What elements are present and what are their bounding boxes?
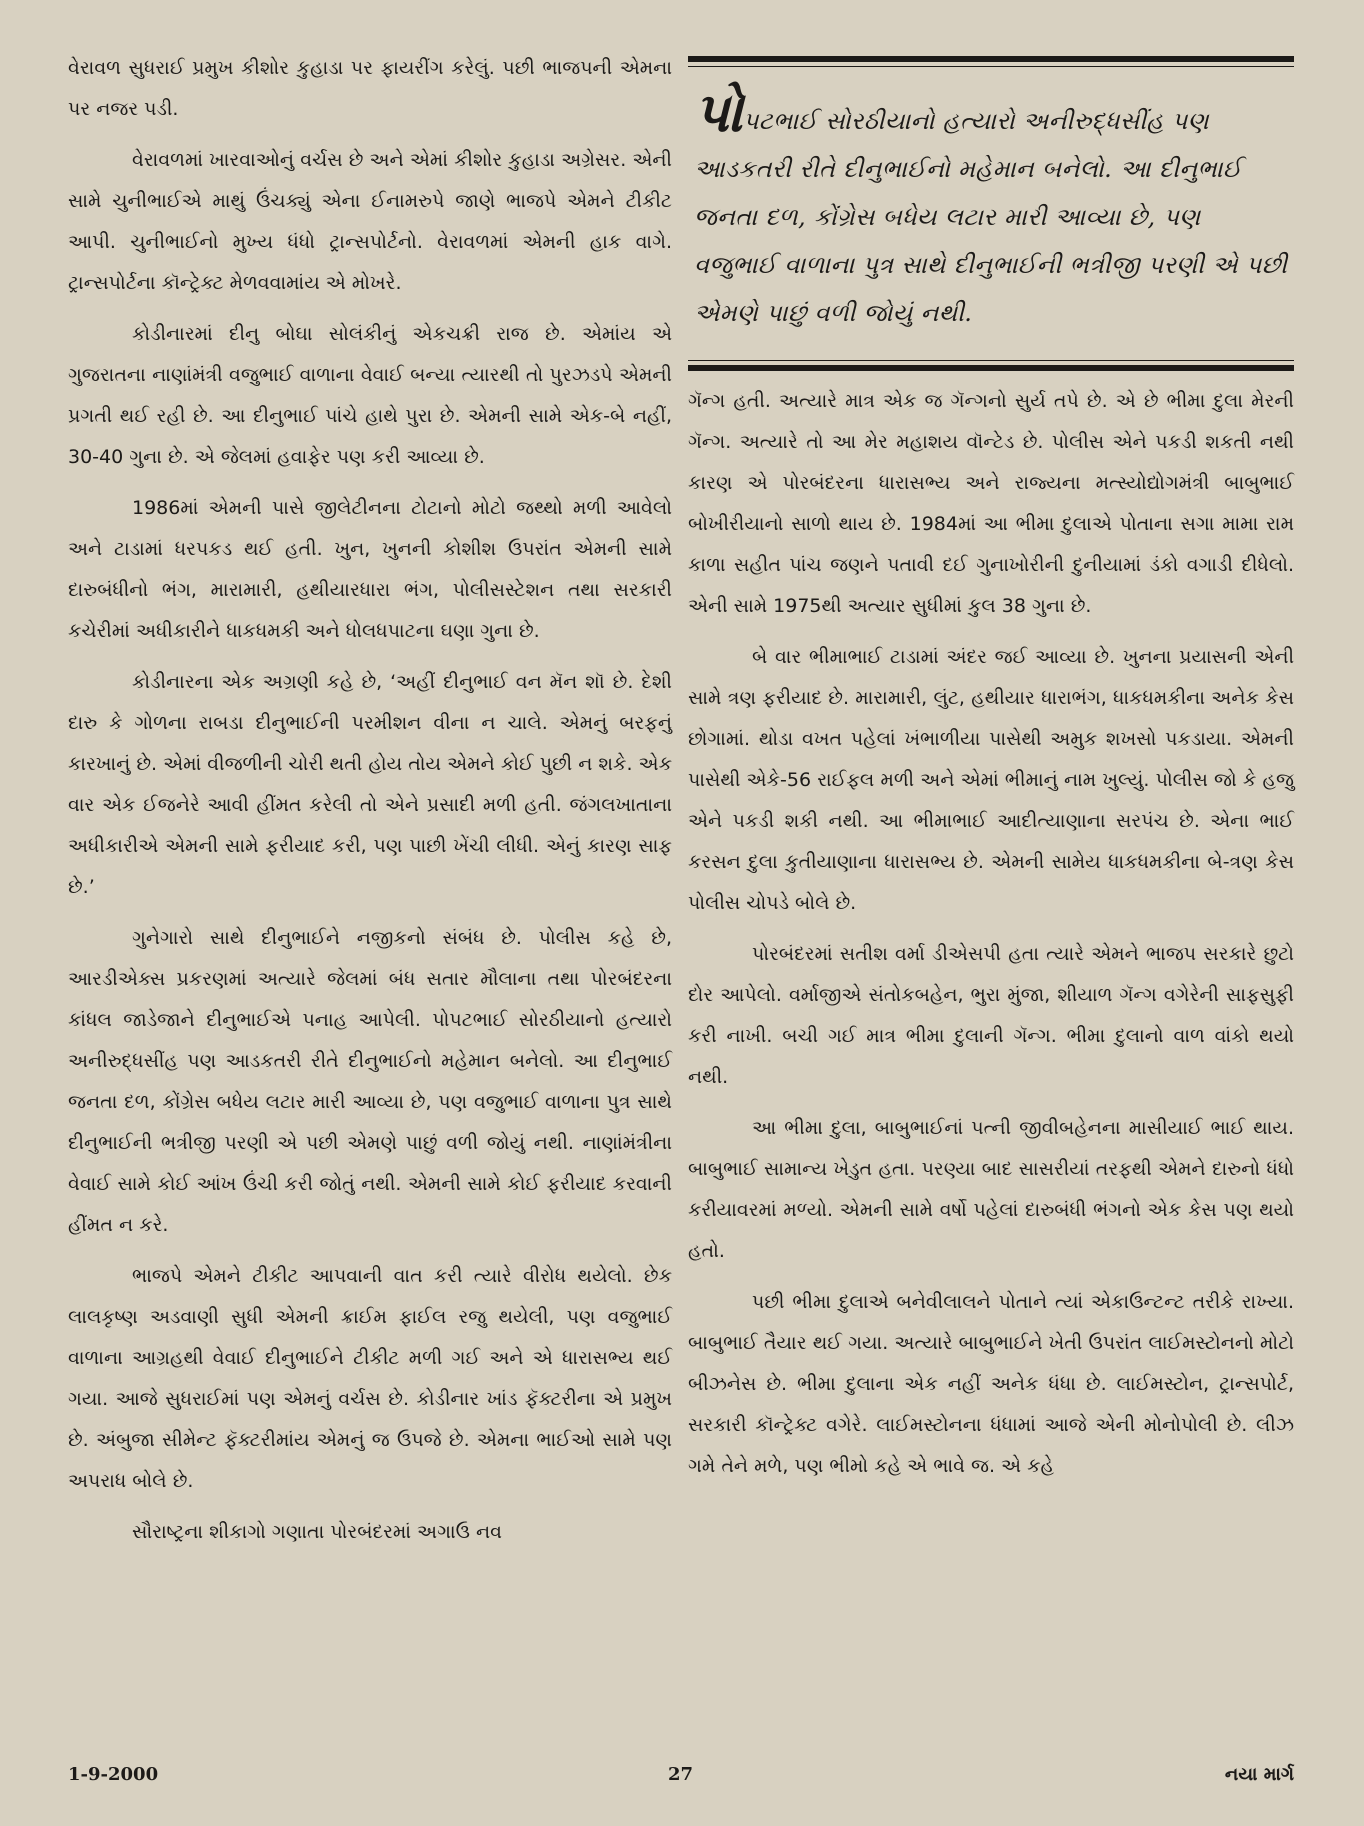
magazine-name: નયા માર્ગ	[1224, 1764, 1294, 1785]
pull-quote-text	[694, 80, 1288, 337]
left-paragraph-2: વેરાવળમાં ખારવાઓનું વર્ચસ છે અને એમાં કીશોર કુહાડા અગ્રેસર. એની સામે ચુનીભાઈએ માથું ઉંચક્યું એના ઈનામરુપે જાણે ભાજપે એમને ટીકીટ આપી. ચુનીભાઈનો મુખ્ય ધંધો ટ્રાન્સપોર્ટનો. વેરાવળમાં એમની હાક વાગે. ટ્રાન્સપોર્ટના કૉન્ટ્રેક્ટ મેળવવામાંય એ મોખરે.	[68, 149, 672, 294]
left-paragraph-1: વેરાવળ સુધરાઈ પ્રમુખ કીશોર કુહાડા પર ફાયરીંગ કરેલું. પછી ભાજપની એમના પર નજર પડી.	[68, 57, 672, 120]
pull-quote-dropcap: પો	[694, 80, 743, 144]
page-footer	[68, 1764, 1294, 1800]
left-column	[68, 48, 672, 1563]
left-paragraph-3: કોડીનારમાં દીનુ બોઘા સોલંકીનું એકચક્રી રાજ છે. એમાંય એ ગુજરાતના નાણાંમંત્રી વજુભાઈ વાળાના વેવાઈ બન્યા ત્યારથી તો પુરઝડપે એમની પ્રગતી થઈ રહી છે. આ દીનુભાઈ પાંચે હાથે પુરા છે. એમની સામે એક-બે નહીં, 30-40 ગુના છે. એ જેલમાં હવાફેર પણ કરી આવ્યા છે.	[68, 323, 672, 468]
issue-date: 1-9-2000	[68, 1764, 159, 1785]
left-paragraph-7: ભાજપે એમને ટીકીટ આપવાની વાત કરી ત્યારે વીરોધ થયેલો. છેક લાલકૃષ્ણ અડવાણી સુધી એમની ક્રાઈમ ફાઈલ રજુ થયેલી, પણ વજુભાઈ વાળાના આગ્રહથી વેવાઈ દીનુભાઈને ટીકીટ મળી ગઈ અને એ ધારાસભ્ય થઈ ગયા. આજે સુધરાઈમાં પણ એમનું વર્ચસ છે. કોડીનાર ખાંડ ફૅક્ટરીના એ પ્રમુખ છે. અંબુજા સીમેન્ટ ફૅક્ટરીમાંય એમનું જ ઉપજે છે. એમના ભાઈઓ સામે પણ અપરાધ બોલે છે.	[68, 1265, 672, 1492]
left-paragraph-6: ગુનેગારો સાથે દીનુભાઈને નજીકનો સંબંધ છે. પોલીસ કહે છે, આરડીએક્સ પ્રકરણમાં અત્યારે જેલમાં બંધ સતાર મૌલાના તથા પોરબંદરના કાંધલ જાડેજાને દીનુભાઈએ પનાહ આપેલી. પોપટભાઈ સોરઠીયાનો હત્યારો અનીરુદ્ધસીંહ પણ આડકતરી રીતે દીનુભાઈનો મહેમાન બનેલો. આ દીનુભાઈ જનતા દળ, કોંગ્રેસ બધેય લટાર મારી આવ્યા છે, પણ વજુભાઈ વાળાના પુત્ર સાથે દીનુભાઈની ભત્રીજી પરણી એ પછી એમણે પાછું વળી જોયું નથી. નાણાંમંત્રીના વેવાઈ સામે કોઈ આંખ ઉંચી કરી જોતું નથી. એમની સામે કોઈ ફરીયાદ કરવાની હીંમત ન કરે.	[68, 927, 672, 1236]
right-paragraph-2: બે વાર ભીમાભાઈ ટાડામાં અંદર જઈ આવ્યા છે. ખુનના પ્રયાસની એની સામે ત્રણ ફરીયાદ છે. મારામારી, લુંટ, હથીયાર ધારાભંગ, ધાકધમકીના અનેક કેસ છોગામાં. થોડા વખત પહેલાં ખંભાળીયા પાસેથી અમુક શખસો પકડાયા. એમની પાસેથી એકે-56 રાઈફલ મળી અને એમાં ભીમાનું નામ ખુલ્યું. પોલીસ જો કે હજુ એને પકડી શકી નથી. આ ભીમાભાઈ આદીત્યાણાના સરપંચ છે. એના ભાઈ કરસન દુલા કુતીયાણાના ધારાસભ્ય છે. એમની સામેય ધાકધમકીના બે-ત્રણ કેસ પોલીસ ચોપડે બોલે છે.	[688, 646, 1294, 914]
right-paragraph-3: પોરબંદરમાં સતીશ વર્મા ડીએસપી હતા ત્યારે એમને ભાજપ સરકારે છુટો દોર આપેલો. વર્માજીએ સંતોકબહેન, ભુરા મુંજા, શીયાળ ગૅન્ગ વગેરેની સાફસુફી કરી નાખી. બચી ગઈ માત્ર ભીમા દુલાની ગૅન્ગ. ભીમા દુલાનો વાળ વાંકો થયો નથી.	[688, 943, 1294, 1088]
right-paragraph-5: પછી ભીમા દુલાએ બનેવીલાલને પોતાને ત્યાં એકાઉન્ટન્ટ તરીકે રાખ્યા. બાબુભાઈ તૈયાર થઈ ગયા. અત્યારે બાબુભાઈને ખેતી ઉપરાંત લાઈમસ્ટોનનો મોટો બીઝનેસ છે. ભીમા દુલાના એક નહીં અનેક ધંધા છે. લાઈમસ્ટોન, ટ્રાન્સપોર્ટ, સરકારી કૉન્ટ્રેક્ટ વગેરે. લાઈમસ્ટોનના ધંધામાં આજે એની મોનોપોલી છે. લીઝ ગમે તેને મળે, પણ ભીમો કહે એ ભાવે જ. એ કહે	[688, 1291, 1294, 1477]
right-paragraph-1: ગૅન્ગ હતી. અત્યારે માત્ર એક જ ગૅન્ગનો સુર્ય તપે છે. એ છે ભીમા દુલા મેરની ગૅન્ગ. અત્યારે તો આ મેર મહાશય વૉન્ટેડ છે. પોલીસ એને પકડી શકતી નથી કારણ એ પોરબંદરના ધારાસભ્ય અને રાજ્યના મત્સ્યોદ્યોગમંત્રી બાબુભાઈ બોખીરીયાનો સાળો થાય છે. 1984માં આ ભીમા દુલાએ પોતાના સગા મામા રામ કાળા સહીત પાંચ જણને પતાવી દઈ ગુનાખોરીની દુનીયામાં ડંકો વગાડી દીધેલો. એની સામે 1975થી અત્યાર સુધીમાં કુલ 38 ગુના છે.	[688, 390, 1294, 617]
pull-quote	[688, 56, 1294, 371]
left-paragraph-4: 1986માં એમની પાસે જીલેટીનના ટોટાનો મોટો જથ્થો મળી આવેલો અને ટાડામાં ધરપકડ થઈ હતી. ખુન, ખુનની કોશીશ ઉપરાંત એમની સામે દારુબંધીનો ભંગ, મારામારી, હથીયારધારા ભંગ, પોલીસસ્ટેશન તથા સરકારી કચેરીમાં અધીકારીને ધાકધમકી અને ધોલધપાટના ઘણા ગુના છે.	[68, 497, 672, 642]
right-paragraph-4: આ ભીમા દુલા, બાબુભાઈનાં પત્ની જીવીબહેનના માસીયાઈ ભાઈ થાય. બાબુભાઈ સામાન્ય ખેડુત હતા. પરણ્યા બાદ સાસરીયાં તરફથી એમને દારુનો ધંધો કરીયાવરમાં મળ્યો. એમની સામે વર્ષો પહેલાં દારુબંધી ભંગનો એક કેસ પણ થયો હતો.	[688, 1117, 1294, 1262]
left-paragraph-5: કોડીનારના એક અગ્રણી કહે છે, ‘અહીં દીનુભાઈ વન મૅન શૉ છે. દેશી દારુ કે ગોળના રાબડા દીનુભાઈની પરમીશન વીના ન ચાલે. એમનું બરફનું કારખાનું છે. એમાં વીજળીની ચોરી થતી હોય તોય એમને કોઈ પુછી ન શકે. એક વાર એક ઈજનેરે આવી હીંમત કરેલી તો એને પ્રસાદી મળી હતી. જંગલખાતાના અધીકારીએ એમની સામે ફરીયાદ કરી, પણ પાછી ખેંચી લીધી. એનું કારણ સાફ છે.’	[68, 671, 672, 898]
pull-quote-body: પટભાઈ સોરઠીયાનો હત્યારો અનીરુદ્ધસીંહ પણ આડકતરી રીતે દીનુભાઈનો મહેમાન બનેલો. આ દીનુભાઈ જનતા દળ, કોંગ્રેસ બધેય લટાર મારી આવ્યા છે, પણ વજુભાઈ વાળાના પુત્ર સાથે દીનુભાઈની ભત્રીજી પરણી એ પછી એમણે પાછું વળી જોયું નથી.	[694, 107, 1288, 327]
left-paragraph-8: સૌરાષ્ટ્રના શીકાગો ગણાતા પોરબંદરમાં અગાઉ નવ	[132, 1521, 502, 1543]
right-column-body	[688, 381, 1294, 1487]
right-column	[688, 48, 1294, 1497]
page-number: 27	[668, 1764, 694, 1785]
